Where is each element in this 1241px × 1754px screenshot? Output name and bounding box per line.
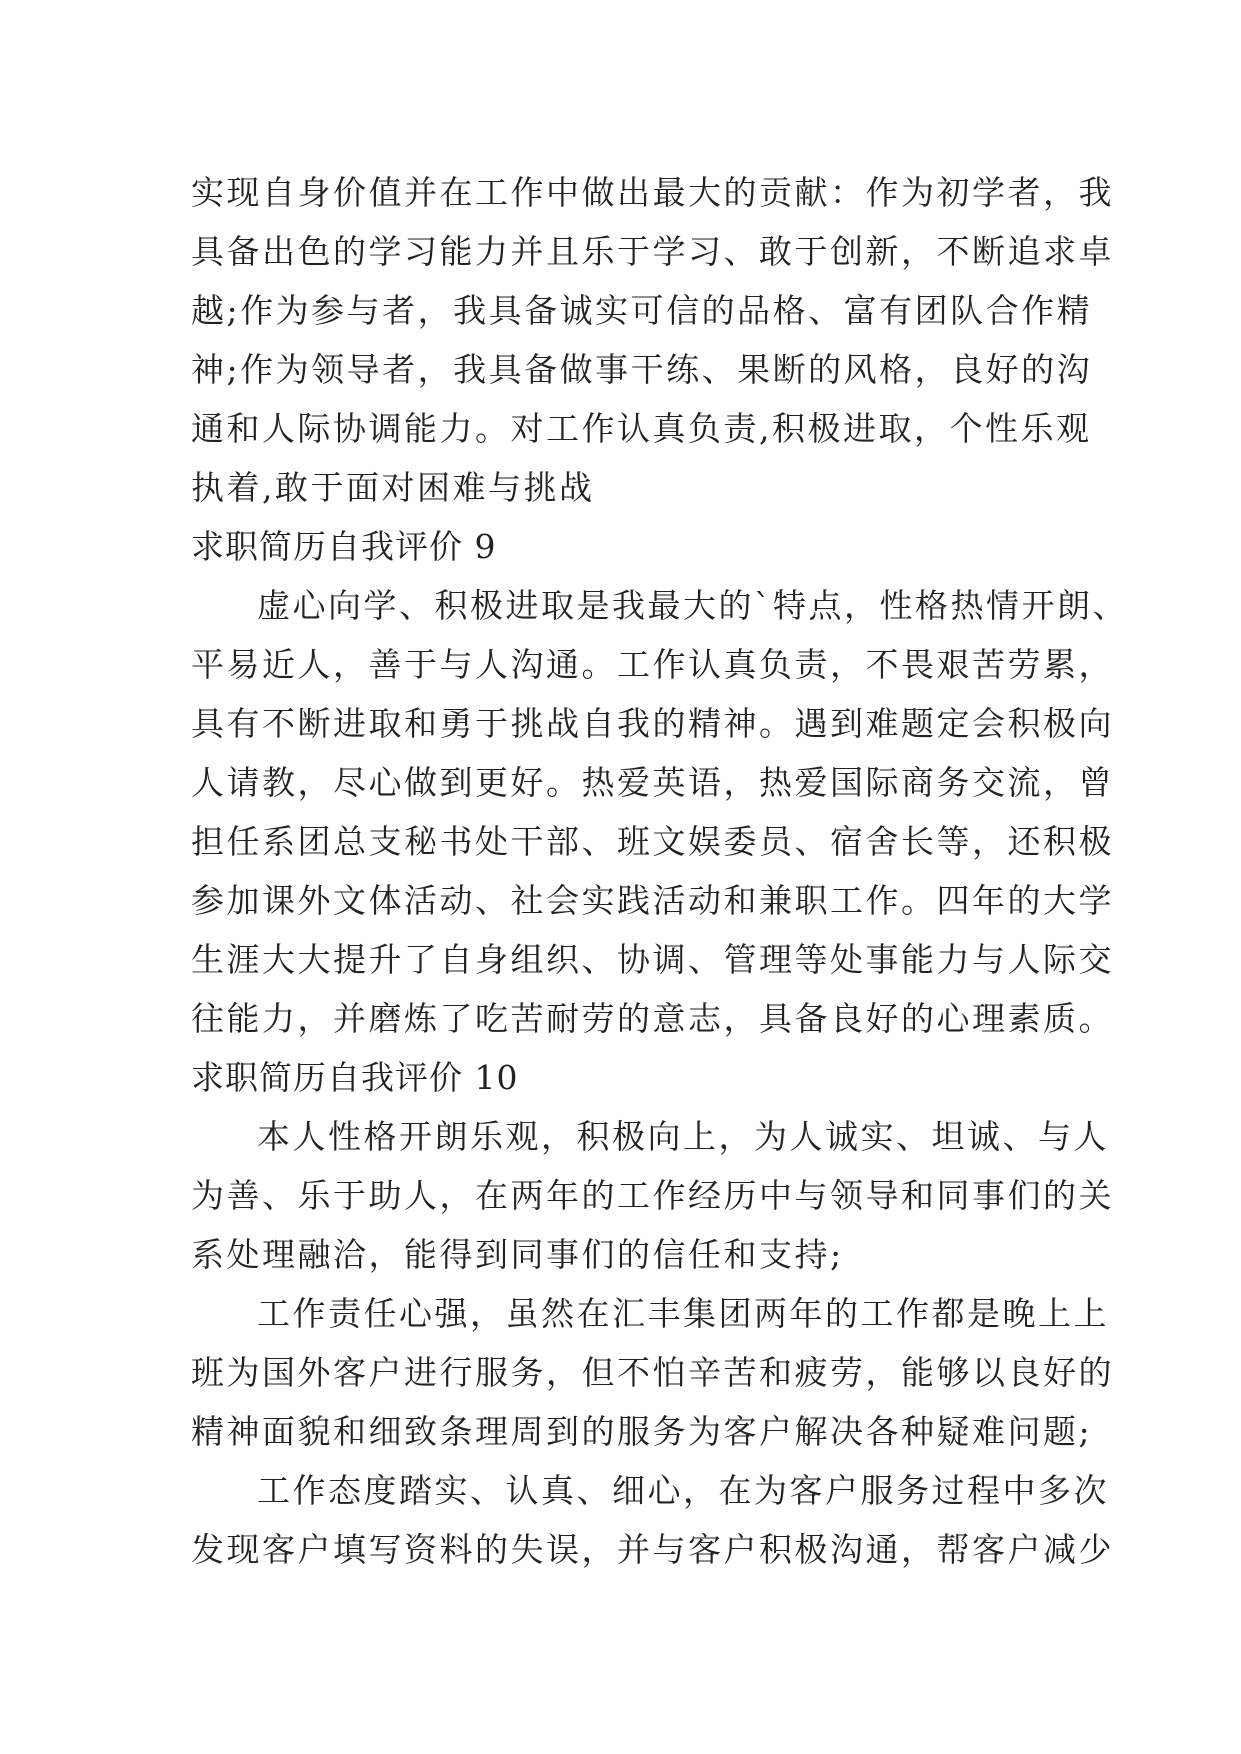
paragraph-line: 工作责任心强，虽然在汇丰集团两年的工作都是晚上上: [257, 1294, 1109, 1333]
paragraph-line: 担任系团总支秘书处干部、班文娱委员、宿舍长等，还积极: [191, 822, 1114, 861]
paragraph-line: 平易近人，善于与人沟通。工作认真负责，不畏艰苦劳累，: [191, 645, 1114, 684]
paragraph-line: 实现自身价值并在工作中做出最大的贡献：作为初学者，我: [191, 173, 1114, 212]
paragraph-line: 往能力，并磨炼了吃苦耐劳的意志，具备良好的心理素质。: [191, 999, 1114, 1038]
paragraph-line: 本人性格开朗乐观，积极向上，为人诚实、坦诚、与人: [257, 1117, 1109, 1156]
section-heading: 求职简历自我评价 10: [191, 1058, 519, 1097]
paragraph-line: 系处理融洽，能得到同事们的信任和支持;: [191, 1235, 844, 1274]
paragraph-line: 神;作为领导者，我具备做事干练、果断的风格，良好的沟: [191, 350, 1093, 389]
paragraph-line: 为善、乐于助人，在两年的工作经历中与领导和同事们的关: [191, 1176, 1114, 1215]
paragraph-line: 发现客户填写资料的失误，并与客户积极沟通，帮客户减少: [191, 1530, 1114, 1569]
section-heading: 求职简历自我评价 9: [191, 527, 497, 566]
paragraph-line: 参加课外文体活动、社会实践活动和兼职工作。四年的大学: [191, 881, 1114, 920]
paragraph-line: 通和人际协调能力。对工作认真负责,积极进取，个性乐观: [191, 409, 1092, 448]
paragraph-line: 具有不断进取和勇于挑战自我的精神。遇到难题定会积极向: [191, 704, 1114, 743]
paragraph-line: 班为国外客户进行服务，但不怕辛苦和疲劳，能够以良好的: [191, 1353, 1114, 1392]
paragraph-line: 工作态度踏实、认真、细心，在为客户服务过程中多次: [257, 1471, 1109, 1510]
document-body: [191, 163, 1128, 1579]
paragraph-line: 执着,敢于面对困难与挑战: [191, 468, 595, 507]
paragraph-line: 虚心向学、积极进取是我最大的`特点，性格热情开朗、: [257, 586, 1128, 625]
paragraph-line: 人请教，尽心做到更好。热爱英语，热爱国际商务交流，曾: [191, 763, 1114, 802]
paragraph-line: 越;作为参与者，我具备诚实可信的品格、富有团队合作精: [191, 291, 1093, 330]
paragraph-line: 精神面貌和细致条理周到的服务为客户解决各种疑难问题;: [191, 1412, 1093, 1451]
paragraph-line: 具备出色的学习能力并且乐于学习、敢于创新，不断追求卓: [191, 232, 1114, 271]
paragraph-line: 生涯大大提升了自身组织、协调、管理等处事能力与人际交: [191, 940, 1114, 979]
